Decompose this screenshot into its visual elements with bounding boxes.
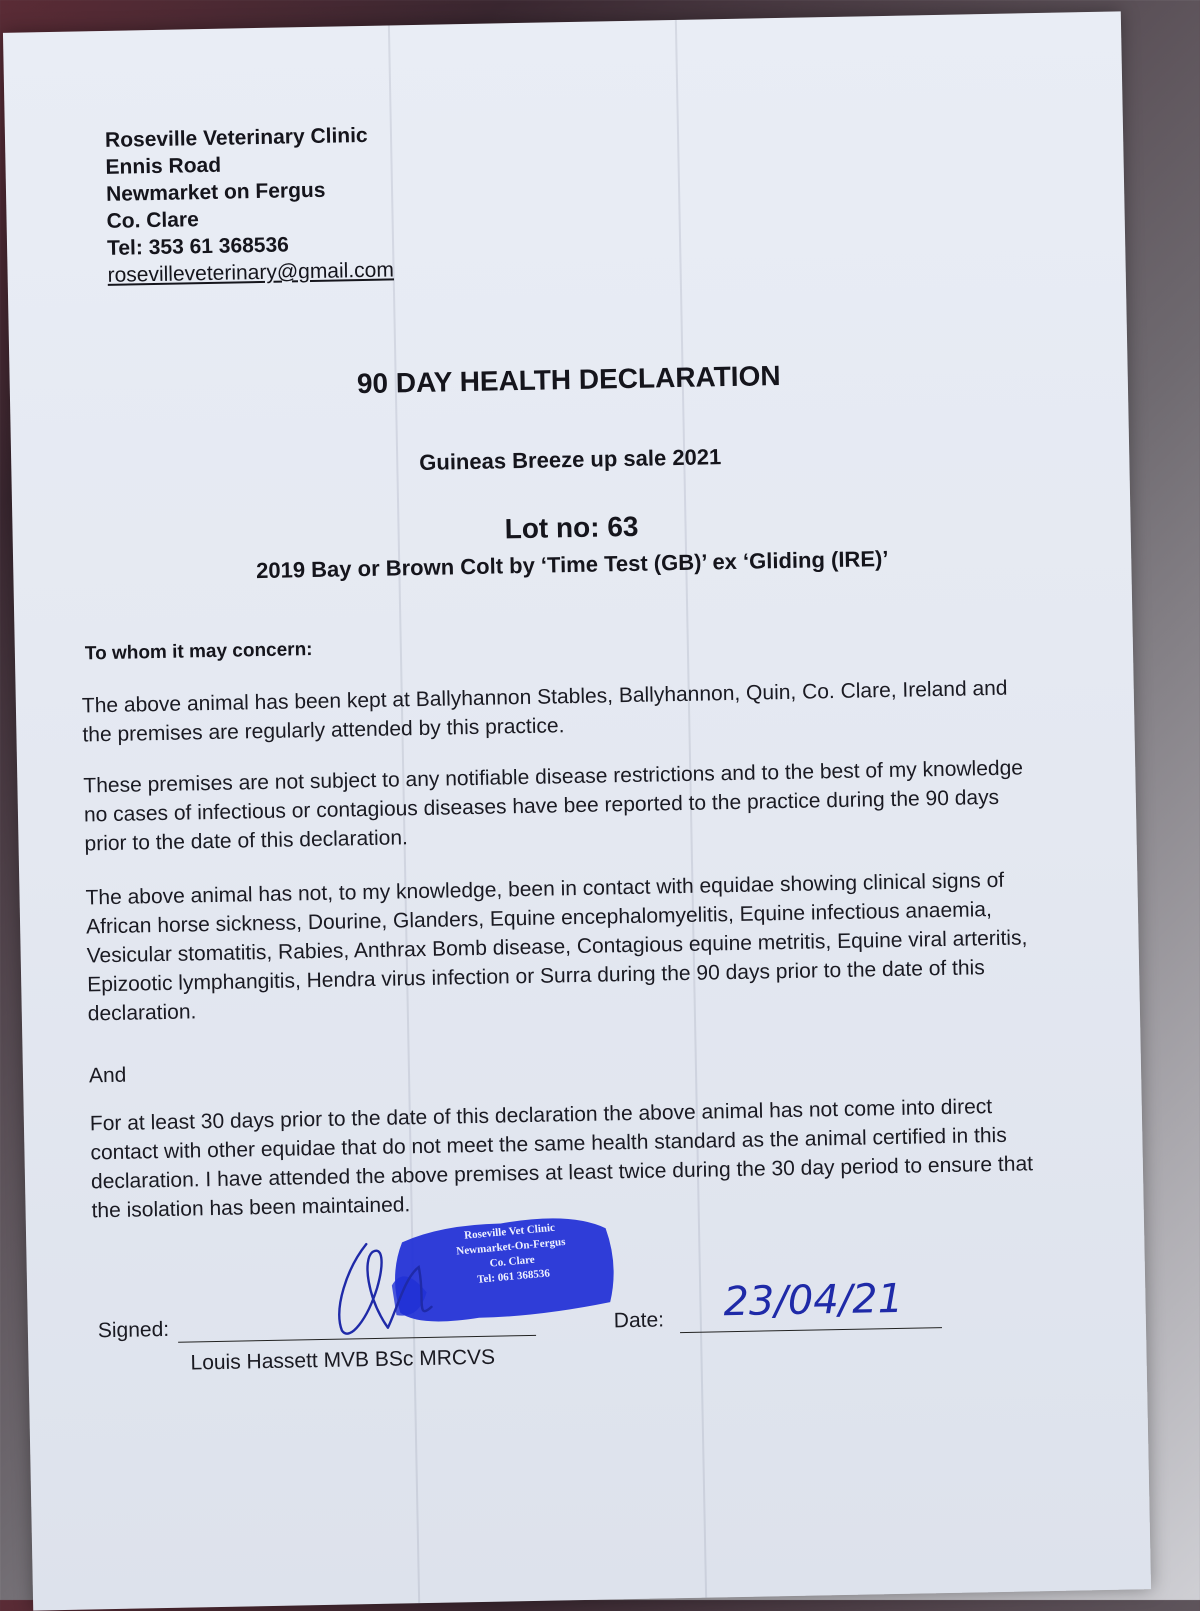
clinic-road: Ennis Road bbox=[105, 153, 222, 179]
signed-label: Signed: bbox=[97, 1317, 170, 1343]
declaration-page bbox=[3, 11, 1151, 1610]
paragraph-premises: The above animal has been kept at Ballyhannon Stables, Ballyhannon, Quin, Co. Clare, Ireland and the premises are regularly attended by this practice. bbox=[81, 676, 1008, 747]
stamp-line: Tel: 061 368536 bbox=[476, 1267, 551, 1286]
clinic-email: rosevilleveterinary@gmail.com bbox=[107, 258, 395, 287]
handwritten-signature bbox=[326, 1237, 438, 1343]
horse-description: 2019 Bay or Brown Colt by ‘Time Test (GB)’ ex ‘Gliding (IRE)’ bbox=[255, 545, 889, 584]
paragraph-diseases: The above animal has not, to my knowledge, been in contact with equidae showing clinical signs of African horse sickness, Dourine, Glanders, Equine encephalomyelitis, Equine infectious anaemia, Vesicular stomatitis, Rabies, Anthrax Bomb disease, Contagious equine metritis, Equine viral arteritis, Epizootic lymphangitis, Hendra virus infection or Surra during the 90 days prior to the date of this declaration. bbox=[85, 868, 1028, 1026]
clinic-county: Co. Clare bbox=[106, 208, 200, 233]
handwritten-date-text: 23/04/21 bbox=[723, 1275, 904, 1326]
lot-number: Lot no: 63 bbox=[504, 510, 639, 545]
date-label: Date: bbox=[613, 1308, 665, 1333]
salutation: To whom it may concern: bbox=[84, 639, 313, 665]
document-title: 90 DAY HEALTH DECLARATION bbox=[356, 360, 781, 400]
stamp-line: Roseville Vet Clinic bbox=[463, 1221, 556, 1242]
clinic-name: Roseville Veterinary Clinic bbox=[104, 123, 368, 152]
paragraph-and: And bbox=[88, 1063, 127, 1088]
clinic-town: Newmarket on Fergus bbox=[105, 178, 326, 206]
stamp-line: Co. Clare bbox=[489, 1253, 536, 1270]
stamp-line: Newmarket-On-Fergus bbox=[455, 1235, 566, 1258]
signer-name: Louis Hassett MVB BSc MRCVS bbox=[190, 1345, 496, 1375]
clinic-address-block bbox=[105, 121, 394, 288]
paragraph-restrictions: These premises are not subject to any notifiable disease restrictions and to the best of my knowledge no cases of infectious or contagious diseases have bee reported to the practice during the 90 days prior to the date of this declaration. bbox=[83, 756, 1024, 856]
paragraph-isolation: For at least 30 days prior to the date of this declaration the above animal has not come into direct contact with other equidae that do not meet the same health standard as the animal certified in this declaration. I have attended the above premises at least twice during the 30 day period to ensure that the isolation has been maintained. bbox=[89, 1095, 1034, 1223]
handwritten-date bbox=[716, 1245, 958, 1360]
clinic-tel: Tel: 353 61 368536 bbox=[106, 233, 290, 260]
sale-name: Guineas Breeze up sale 2021 bbox=[419, 444, 722, 475]
